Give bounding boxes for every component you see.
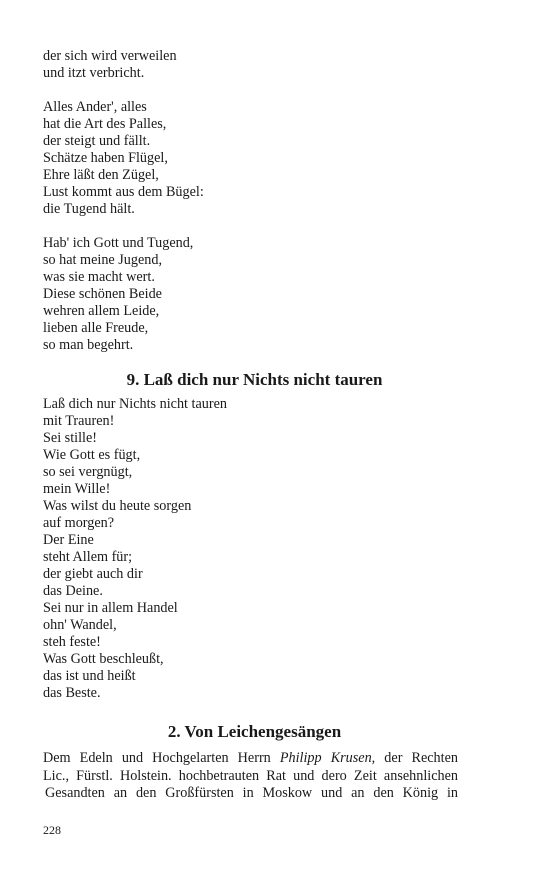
verse-line: mit Trauren!: [43, 413, 115, 429]
verse-line: Alles Ander', alles: [43, 99, 147, 115]
verse-line: Laß dich nur Nichts nicht tauren: [43, 396, 227, 412]
verse-line: Was wilst du heute sorgen: [43, 498, 192, 514]
verse-line: Lust kommt aus dem Bügel:: [43, 184, 204, 200]
poem-heading: 9. Laß dich nur Nichts nicht tauren: [126, 370, 383, 389]
stanza: [43, 235, 458, 354]
verse-line: mein Wille!: [43, 481, 111, 497]
poem: [43, 396, 458, 702]
verse-line: die Tugend hält.: [43, 201, 135, 217]
stanza: [43, 48, 458, 82]
verse-line: Diese schönen Beide: [43, 286, 162, 302]
person-name: Philipp Krusen,: [279, 750, 376, 766]
verse-line: der giebt auch dir: [43, 566, 143, 582]
verse-line: auf morgen?: [43, 515, 115, 531]
section-heading: 2. Von Leichengesängen: [167, 722, 342, 741]
verse-line: steh feste!: [43, 634, 101, 650]
verse-line: hat die Art des Palles,: [43, 116, 167, 132]
verse-line: wehren allem Leide,: [43, 303, 160, 319]
dedication-paragraph: [43, 750, 458, 803]
prose-text: der Rechten: [375, 750, 458, 766]
verse-line: so sei vergnügt,: [43, 464, 133, 480]
verse-line: und itzt verbricht.: [43, 65, 145, 81]
verse-line: Wie Gott es fügt,: [43, 447, 141, 463]
prose-line: Lic., Fürstl. Holstein. hochbetrauten Rat und dero Zeit ansehnlichen: [43, 767, 458, 784]
verse-line: lieben alle Freude,: [43, 320, 149, 336]
prose-line: Gesandten an den Großfürsten in Moskow und an den König in: [45, 785, 458, 801]
verse-line: Sei nur in allem Handel: [43, 600, 178, 616]
verse-line: steht Allem für;: [43, 549, 133, 565]
verse-line: Ehre läßt den Zügel,: [43, 167, 159, 183]
verse-line: was sie macht wert.: [43, 269, 155, 285]
stanza: [43, 99, 458, 218]
verse-line: Sei stille!: [43, 430, 97, 446]
verse-line: so hat meine Jugend,: [43, 252, 162, 268]
verse-line: Schätze haben Flügel,: [43, 150, 168, 166]
prose-text: Dem Edeln und Hochgelarten Herrn: [43, 750, 280, 766]
verse-line: Der Eine: [43, 532, 94, 548]
verse-line: das Deine.: [43, 583, 103, 599]
verse-line: das Beste.: [43, 685, 101, 701]
verse-line: der sich wird verweilen: [43, 48, 177, 64]
prose-line: [43, 750, 458, 768]
verse-line: so man begehrt.: [43, 337, 134, 353]
verse-line: Was Gott beschleußt,: [43, 651, 164, 667]
verse-line: ohn' Wandel,: [43, 617, 117, 633]
verse-line: das ist und heißt: [43, 668, 136, 684]
verse-line: der steigt und fällt.: [43, 133, 151, 149]
page-body: [43, 48, 458, 803]
page-number: 228: [43, 823, 61, 837]
verse-line: Hab' ich Gott und Tugend,: [43, 235, 194, 251]
